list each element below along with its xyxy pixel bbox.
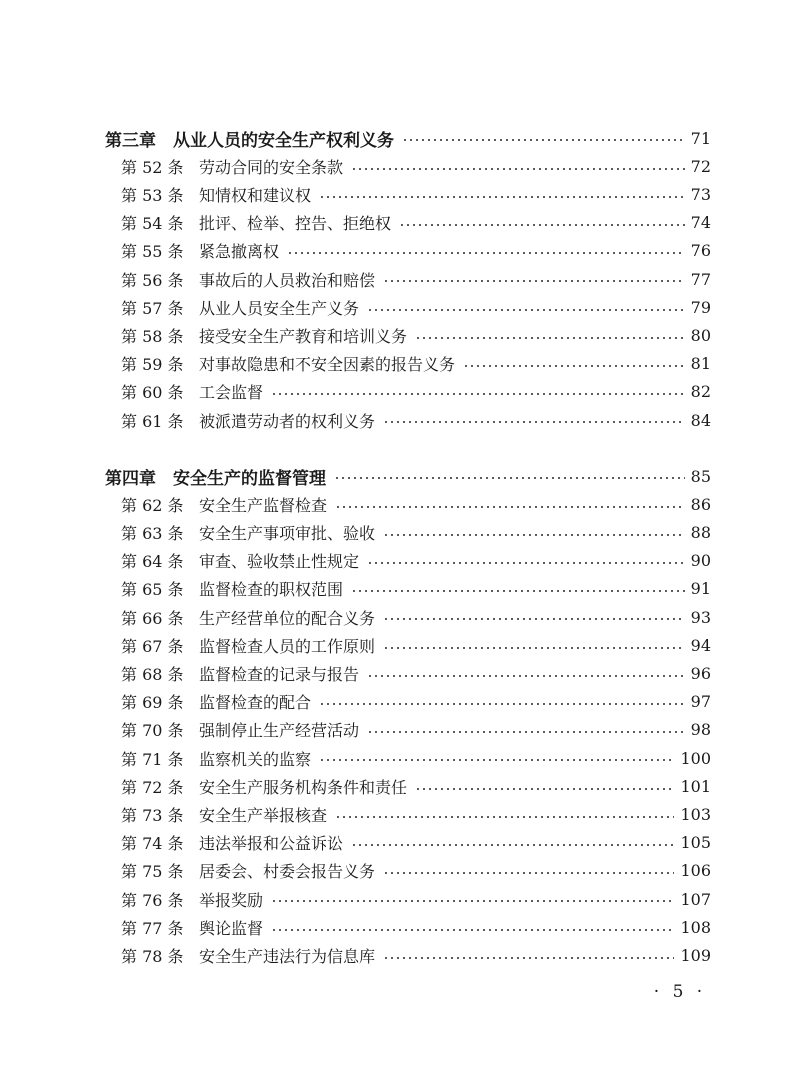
entry-number: 第 70 条 [121,721,184,741]
entry-page: 84 [690,410,711,430]
entry-title: 监督检查的记录与报告 [199,664,360,684]
leader-dots [383,265,685,293]
entry-page: 90 [690,551,711,571]
toc-entry [121,857,711,885]
toc-entry [121,152,711,180]
leader-dots [334,462,685,490]
entry-page: 82 [690,382,711,402]
toc-entry [121,321,711,349]
entry-title: 居委会、村委会报告义务 [199,862,376,882]
leader-dots [271,378,685,406]
leader-dots [271,913,674,941]
entry-number: 第 56 条 [121,270,184,290]
entry-page: 98 [690,720,711,740]
leader-dots [383,857,674,885]
entry-title: 紧急撤离权 [199,242,280,262]
leader-dots [367,716,685,744]
entry-page: 77 [690,269,711,289]
leader-dots [383,631,685,659]
toc-entry [121,772,711,800]
leader-dots [351,152,685,180]
entry-page: 108 [680,917,711,937]
toc-entry [121,518,711,546]
entry-page: 80 [690,325,711,345]
chapter-heading [105,124,711,152]
leader-dots [351,575,685,603]
entry-title: 监督检查的配合 [199,693,312,713]
entry-title: 安全生产违法行为信息库 [199,946,376,966]
leader-dots [319,688,685,716]
entry-title: 举报奖励 [199,890,264,910]
entry-title: 审查、验收禁止性规定 [199,552,360,572]
entry-number: 第 67 条 [121,636,184,656]
leader-dots [319,744,674,772]
toc-entry [121,575,711,603]
entry-page: 109 [680,945,711,965]
leader-dots [383,603,685,631]
entry-page: 81 [690,354,711,374]
entry-page: 76 [690,241,711,261]
toc-entry [121,800,711,828]
entry-page: 97 [690,692,711,712]
entry-number: 第 74 条 [121,834,184,854]
entry-number: 第 58 条 [121,326,184,346]
entry-number: 第 61 条 [121,411,184,431]
entry-page: 105 [680,833,711,853]
entry-title: 批评、检举、控告、拒绝权 [199,214,392,234]
toc-entry [121,744,711,772]
chapter-title: 安全生产的监督管理 [173,468,326,489]
entry-page: 74 [690,213,711,233]
entry-page: 103 [680,804,711,824]
entry-number: 第 64 条 [121,552,184,572]
entry-title: 生产经营单位的配合义务 [199,608,376,628]
entry-number: 第 63 条 [121,523,184,543]
entry-page: 96 [690,663,711,683]
entry-page: 93 [690,607,711,627]
entry-title: 接受安全生产教育和培训义务 [199,326,408,346]
entry-number: 第 59 条 [121,355,184,375]
leader-dots [367,659,685,687]
entry-number: 第 52 条 [121,157,184,177]
leader-dots [287,237,685,265]
toc-entry [121,913,711,941]
chapter-heading [105,462,711,490]
leader-dots [463,350,685,378]
chapter-page: 71 [690,128,711,148]
entry-number: 第 65 条 [121,580,184,600]
leader-dots [399,209,685,237]
chapter-number: 第三章 [105,130,156,151]
entry-title: 事故后的人员救治和赔偿 [199,270,376,290]
toc-entry [121,350,711,378]
entry-number: 第 73 条 [121,805,184,825]
entry-page: 72 [690,156,711,176]
entry-title: 舆论监督 [199,918,264,938]
leader-dots [351,829,674,857]
page-number: · 5 · [653,982,707,1002]
toc-entry [121,209,711,237]
entry-number: 第 72 条 [121,777,184,797]
entry-title: 监督检查人员的工作原则 [199,636,376,656]
entry-number: 第 66 条 [121,608,184,628]
entry-page: 101 [680,776,711,796]
entry-number: 第 55 条 [121,242,184,262]
entry-page: 79 [690,297,711,317]
entry-number: 第 57 条 [121,298,184,318]
entry-page: 94 [690,635,711,655]
toc-entry [121,547,711,575]
leader-dots [335,490,685,518]
entry-page: 91 [690,579,711,599]
entry-number: 第 77 条 [121,918,184,938]
entry-title: 安全生产事项审批、验收 [199,523,376,543]
entry-number: 第 71 条 [121,749,184,769]
leader-dots [367,293,685,321]
leader-dots [415,772,674,800]
toc-entry [121,180,711,208]
toc-entry [121,941,711,969]
entry-number: 第 75 条 [121,862,184,882]
toc-entry [121,716,711,744]
entry-number: 第 78 条 [121,946,184,966]
entry-page: 107 [680,889,711,909]
entry-number: 第 69 条 [121,693,184,713]
toc-entry [121,237,711,265]
entry-number: 第 54 条 [121,214,184,234]
leader-dots [319,180,685,208]
leader-dots [383,518,685,546]
toc-entry [121,378,711,406]
entry-title: 工会监督 [199,383,264,403]
entry-title: 违法举报和公益诉讼 [199,834,344,854]
entry-page: 88 [690,522,711,542]
toc-entry [121,688,711,716]
toc-entry [121,265,711,293]
toc-entry [121,406,711,434]
leader-dots [415,321,685,349]
toc-entry [121,490,711,518]
entry-title: 从业人员安全生产义务 [199,298,360,318]
toc-entry [121,603,711,631]
entry-title: 监察机关的监察 [199,749,312,769]
entry-page: 100 [680,748,711,768]
entry-number: 第 62 条 [121,495,184,515]
entry-title: 安全生产举报核查 [199,805,328,825]
chapter-page: 85 [690,466,711,486]
toc-entry [121,885,711,913]
entry-title: 被派遣劳动者的权利义务 [199,411,376,431]
entry-page: 86 [690,494,711,514]
chapter-title: 从业人员的安全生产权利义务 [173,130,394,151]
entry-number: 第 68 条 [121,664,184,684]
entry-title: 强制停止生产经营活动 [199,721,360,741]
leader-dots [271,885,674,913]
entry-number: 第 60 条 [121,383,184,403]
entry-number: 第 53 条 [121,185,184,205]
toc-entry [121,659,711,687]
chapter-number: 第四章 [105,468,156,489]
toc-entry [121,829,711,857]
toc-entry [121,631,711,659]
entry-title: 劳动合同的安全条款 [199,157,344,177]
entry-title: 安全生产监督检查 [199,495,328,515]
leader-dots [367,547,685,575]
entry-page: 106 [680,861,711,881]
leader-dots [383,406,685,434]
entry-title: 安全生产服务机构条件和责任 [199,777,408,797]
leader-dots [383,941,674,969]
entry-page: 73 [690,184,711,204]
entry-title: 监督检查的职权范围 [199,580,344,600]
toc-entry [121,293,711,321]
entry-number: 第 76 条 [121,890,184,910]
entry-title: 知情权和建议权 [199,185,312,205]
leader-dots [402,124,685,152]
leader-dots [335,800,674,828]
entry-title: 对事故隐患和不安全因素的报告义务 [199,355,456,375]
